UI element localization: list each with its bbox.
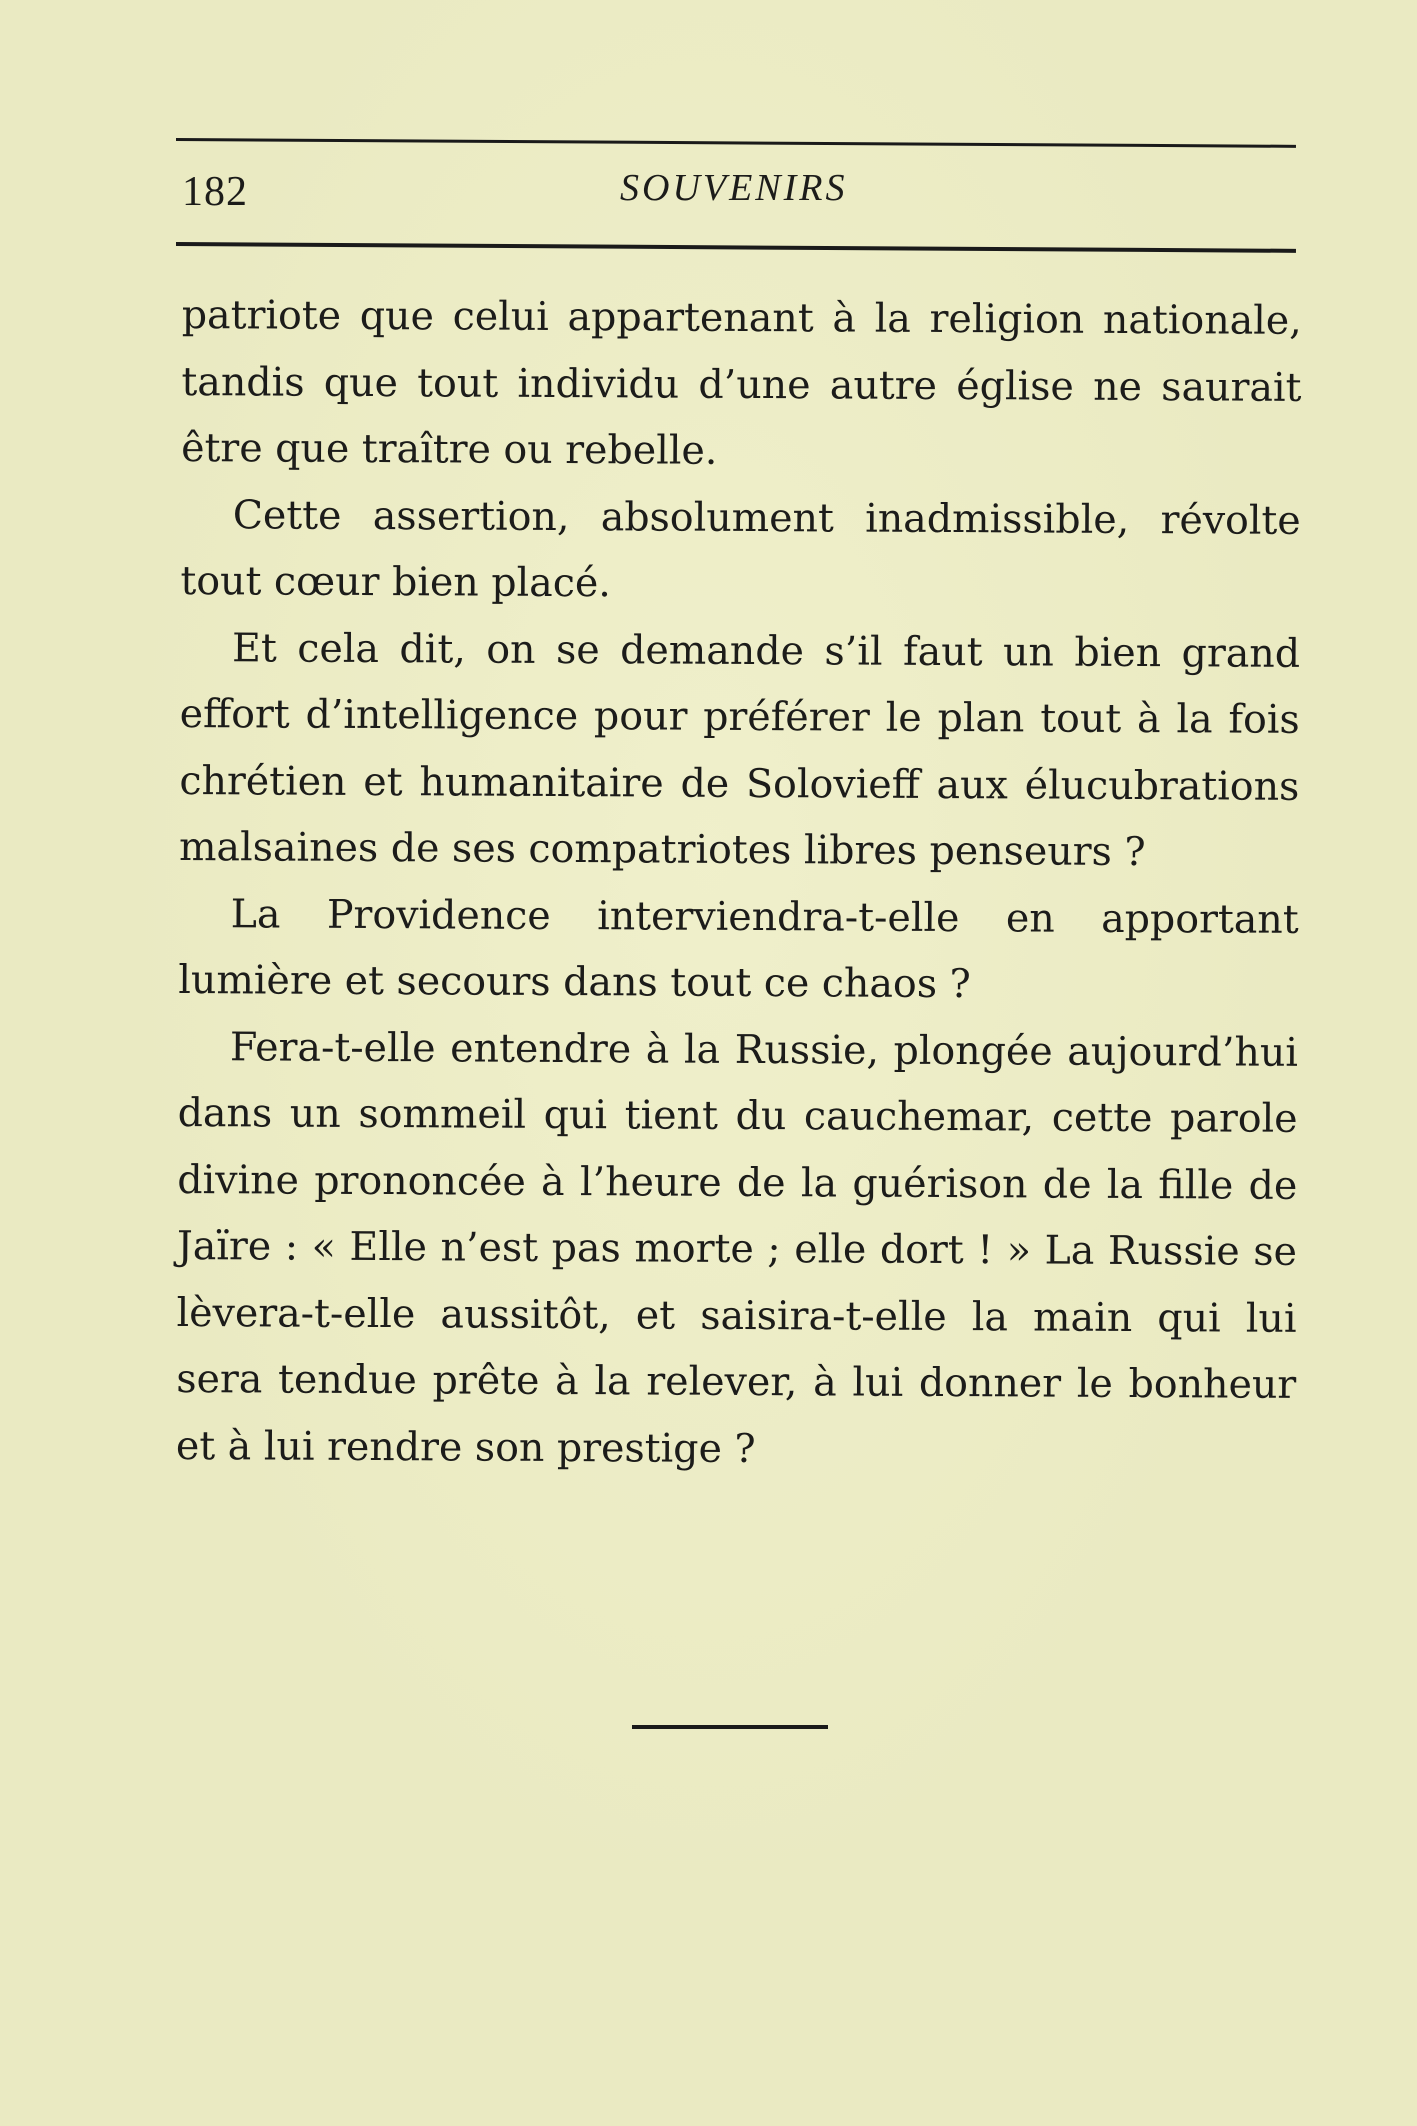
paragraph-3: Et cela dit, on se demande s’il faut un bien grand effort d’intelligence pour préférer le plan tout à la fois chrétien et humanitaire de Solovieff aux élucubrations malsaines de ses compatriotes libres penseurs ?	[178, 624, 1301, 876]
header-top-rule	[176, 138, 1296, 148]
paragraph-5: Fera-t-elle entendre à la Russie, plongée aujourd’hui dans un sommeil qui tient du cauchemar, cette parole divine prononcée à l’heure de la guérison de la fille de Jaïre : « Elle n’est pas morte ; elle dort ! » La Russie se lèvera-t-elle aussitôt, et saisira-t-elle la main qui lui sera tendue prête à la relever, à lui donner le bonheur et à lui rendre son prestige ?	[175, 1023, 1299, 1472]
header-bottom-rule	[176, 242, 1296, 253]
paragraph-1: patriote que celui appartenant à la religion nationale, tandis que tout individu d’une autre église ne saurait être que traître ou rebelle.	[181, 291, 1302, 474]
running-title: SOUVENIRS	[620, 167, 848, 209]
paragraph-4: La Providence interviendra-t-elle en apportant lumière et secours dans tout ce chaos ?	[178, 890, 1299, 1008]
page-number: 182	[182, 169, 248, 215]
end-of-chapter-rule	[632, 1725, 828, 1729]
paragraph-2: Cette assertion, absolument inadmissible, révolte tout cœur bien placé.	[180, 491, 1301, 607]
body-text	[176, 282, 1302, 1485]
